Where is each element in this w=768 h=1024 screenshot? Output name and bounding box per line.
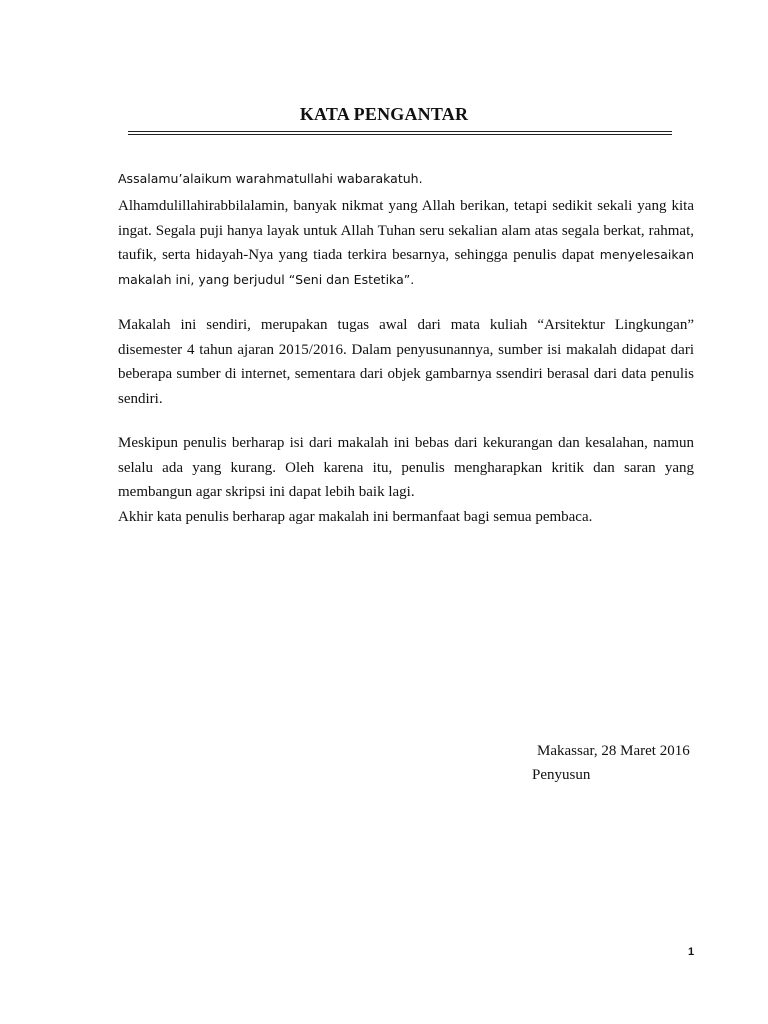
title-double-rule [128,131,672,135]
paragraph-closing [118,505,694,530]
page-number: 1 [688,946,695,958]
paragraph-acknowledgement [118,194,694,292]
paragraph-apology-text: Meskipun penulis berharap isi dari makalah ini bebas dari kekurangan dan kesalahan, namun selalu ada yang kurang. Oleh karena itu, penulis mengharapkan kritik dan saran yang membangun agar skripsi ini dapat lebih baik lagi. [118,435,694,500]
paragraph-apology [118,431,694,505]
place-date: Makassar, 28 Maret 2016 [537,743,690,759]
signature-block [532,739,690,787]
greeting-line [118,167,694,193]
paragraph-context [118,313,694,411]
paragraph-closing-text: Akhir kata penulis berharap agar makalah ini bermanfaat bagi semua pembaca. [118,509,593,525]
paragraph-acknowledgement-tail: menyelesaikan makalah ini, yang berjudul “Seni dan Estetika”. [118,247,694,287]
greeting-text: Assalamu’alaikum warahmatullahi wabarakatuh. [118,171,423,186]
page-title: KATA PENGANTAR [299,104,469,124]
paragraph-context-text: Makalah ini sendiri, merupakan tugas awal dari mata kuliah “Arsitektur Lingkungan” disemester 4 tahun ajaran 2015/2016. Dalam penyusunannya, sumber isi makalah didapat dari beberapa sumber di internet, sementara dari objek gambarnya ssendiri berasal dari data penulis sendiri. [118,317,694,407]
author-role: Penyusun [532,767,591,783]
paragraph-acknowledgement-text: Alhamdulillahirabbilalamin, banyak nikmat yang Allah berikan, tetapi sedikit sekali yang kita ingat. Segala puji hanya layak untuk Allah Tuhan seru sekalian alam atas segala berkat, rahmat, taufik, serta hidayah-Nya yang tiada terkira besarnya, sehingga penulis dapat [118,198,694,263]
